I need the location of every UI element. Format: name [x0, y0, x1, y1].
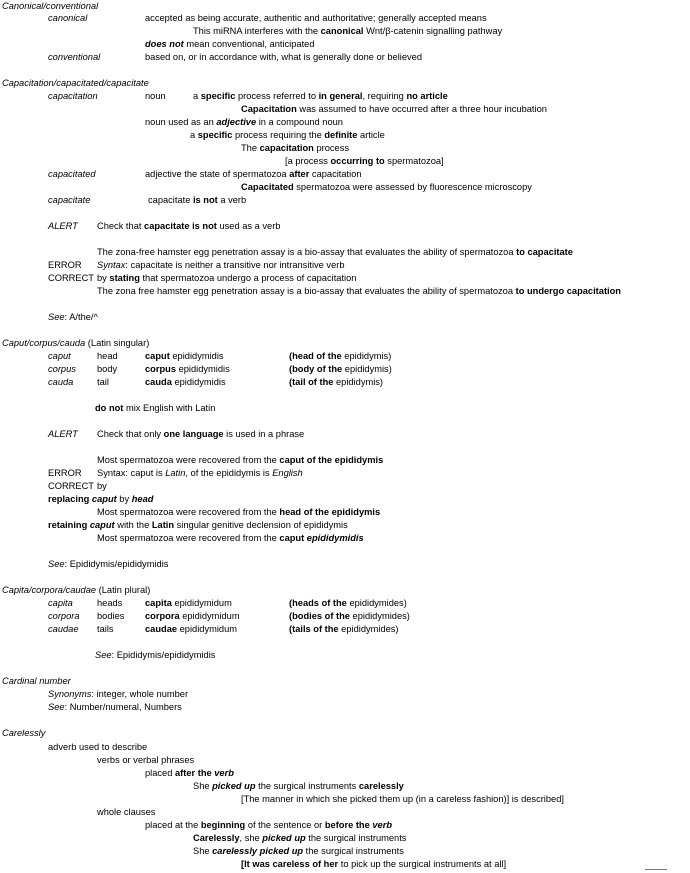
example-correct-head: Most spermatozoa were recovered from the head of the epididymis: [97, 507, 381, 517]
gloss: (heads of the epididymides): [289, 598, 407, 608]
alert-label: ALERT: [48, 429, 78, 439]
term-capacitation: capacitation: [48, 91, 98, 101]
see-also-capita: See: Epididymis/epididymidis: [95, 650, 216, 660]
example-incorrect: Most spermatozoa were recovered from the caput of the epididymis: [97, 455, 384, 465]
latin-term: caudae: [48, 624, 79, 634]
entry-heading-canonical: Canonical/conventional: [2, 1, 99, 11]
correct-label: CORRECT: [48, 273, 94, 283]
latin-term: corpus: [48, 364, 76, 374]
example-incorrect: The zona-free hamster egg penetration assay is a bio-assay that evaluates the ability of spermatozoa to capacitate: [97, 247, 573, 257]
placement-beginning: placed at the beginning of the sentence or before the verb: [145, 820, 393, 830]
term-capacitated: capacitated: [48, 169, 96, 179]
example-correct: The zona free hamster egg penetration assay is a bio-assay that evaluates the ability of spermatozoa to undergo capacitation: [97, 286, 621, 296]
see-also-cardinal: See: Number/numeral, Numbers: [48, 702, 182, 712]
note-mix-languages: do not mix English with Latin: [95, 403, 216, 413]
synonyms-cardinal: Synonyms: integer, whole number: [48, 689, 189, 699]
placement-after: placed after the verb: [145, 768, 234, 778]
correct-label: CORRECT: [48, 481, 94, 491]
gloss: (tail of the epididymis): [289, 377, 384, 387]
english-term: tails: [97, 624, 114, 634]
example-capacitated: Capacitated spermatozoa were assessed by fluorescence microscopy: [241, 182, 532, 192]
phrase: caput epididymidis: [145, 351, 224, 361]
correct-text: by: [97, 481, 107, 491]
gloss: (bodies of the epididymides): [289, 611, 410, 621]
see-also-capacitation: See: A/the/^: [48, 312, 98, 322]
english-term: head: [97, 351, 118, 361]
pos-noun: noun: [145, 91, 166, 101]
latin-term: caput: [48, 351, 71, 361]
definition-capacitated: adjective the state of spermatozoa after capacitation: [145, 169, 362, 179]
correction-replacing: replacing caput by head: [48, 494, 154, 504]
term-conventional: conventional: [48, 52, 101, 62]
example-canonical: This miRNA interferes with the canonical Wnt/β-catenin signalling pathway: [193, 26, 503, 36]
page-divider: [645, 869, 667, 870]
latin-term: cauda: [48, 377, 74, 387]
error-text: Syntax: capacitate is neither a transitive nor intransitive verb: [97, 260, 345, 270]
english-term: tail: [97, 377, 109, 387]
alert-text: Check that capacitate is not used as a verb: [97, 221, 281, 231]
definition-capacitation-specific: a specific process requiring the definite article: [190, 130, 385, 140]
english-term: heads: [97, 598, 123, 608]
example-capacitation-process: The capacitation process: [241, 143, 349, 153]
entry-heading-caput: Caput/corpus/cauda (Latin singular): [2, 338, 150, 348]
phrase: corpora epididymidum: [145, 611, 240, 621]
verbs-label: verbs or verbal phrases: [97, 755, 195, 765]
entry-heading-capacitation: Capacitation/capacitated/capacitate: [2, 78, 149, 88]
english-term: body: [97, 364, 118, 374]
note-process: [a process occurring to spermatozoa]: [285, 156, 444, 166]
note-canonical: does not mean conventional, anticipated: [145, 39, 315, 49]
gloss: (body of the epididymis): [289, 364, 392, 374]
example-carelessly-after: She picked up the surgical instruments carelessly: [193, 781, 404, 791]
note-manner: [The manner in which she picked them up (in a careless fashion)] is described]: [241, 794, 564, 804]
definition-canonical: accepted as being accurate, authentic and authoritative; generally accepted means: [145, 13, 487, 23]
example-carelessly-beginning: Carelessly, she picked up the surgical instruments: [193, 833, 407, 843]
definition-capacitate: capacitate is not a verb: [148, 195, 247, 205]
term-capacitate: capacitate: [48, 195, 91, 205]
gloss: (tails of the epididymides): [289, 624, 399, 634]
entry-heading-cardinal: Cardinal number: [2, 676, 71, 686]
noun-as-adjective: noun used as an adjective in a compound noun: [145, 117, 343, 127]
adverb-description: adverb used to describe: [48, 742, 148, 752]
correct-text: by stating that spermatozoa undergo a process of capacitation: [97, 273, 357, 283]
entry-heading-capita: Capita/corpora/caudae (Latin plural): [2, 585, 151, 595]
definition-conventional: based on, or in accordance with, what is generally done or believed: [145, 52, 423, 62]
example-carelessly-before-verb: She carelessly picked up the surgical instruments: [193, 846, 404, 856]
phrase: capita epididymidum: [145, 598, 232, 608]
correction-retaining: retaining caput with the Latin singular genitive declension of epididymis: [48, 520, 348, 530]
error-label: ERROR: [48, 468, 82, 478]
alert-label: ALERT: [48, 221, 78, 231]
english-term: bodies: [97, 611, 125, 621]
example-correct-caput: Most spermatozoa were recovered from the caput epididymidis: [97, 533, 364, 543]
clauses-label: whole clauses: [97, 807, 156, 817]
error-label: ERROR: [48, 260, 82, 270]
alert-text: Check that only one language is used in a phrase: [97, 429, 305, 439]
latin-term: capita: [48, 598, 73, 608]
example-capacitation: Capacitation was assumed to have occurred after a three hour incubation: [241, 104, 547, 114]
latin-term: corpora: [48, 611, 80, 621]
see-also-caput: See: Epididymis/epididymidis: [48, 559, 169, 569]
definition-capacitation-general: a specific process referred to in general, requiring no article: [193, 91, 448, 101]
note-careless-of-her: [It was careless of her to pick up the surgical instruments at all]: [241, 859, 507, 869]
term-canonical: canonical: [48, 13, 88, 23]
entry-heading-carelessly: Carelessly: [2, 728, 46, 738]
gloss: (head of the epididymis): [289, 351, 392, 361]
phrase: corpus epididymidis: [145, 364, 230, 374]
error-text: Syntax: caput is Latin, of the epididymis is English: [97, 468, 303, 478]
phrase: cauda epididymidis: [145, 377, 226, 387]
phrase: caudae epididymidum: [145, 624, 237, 634]
